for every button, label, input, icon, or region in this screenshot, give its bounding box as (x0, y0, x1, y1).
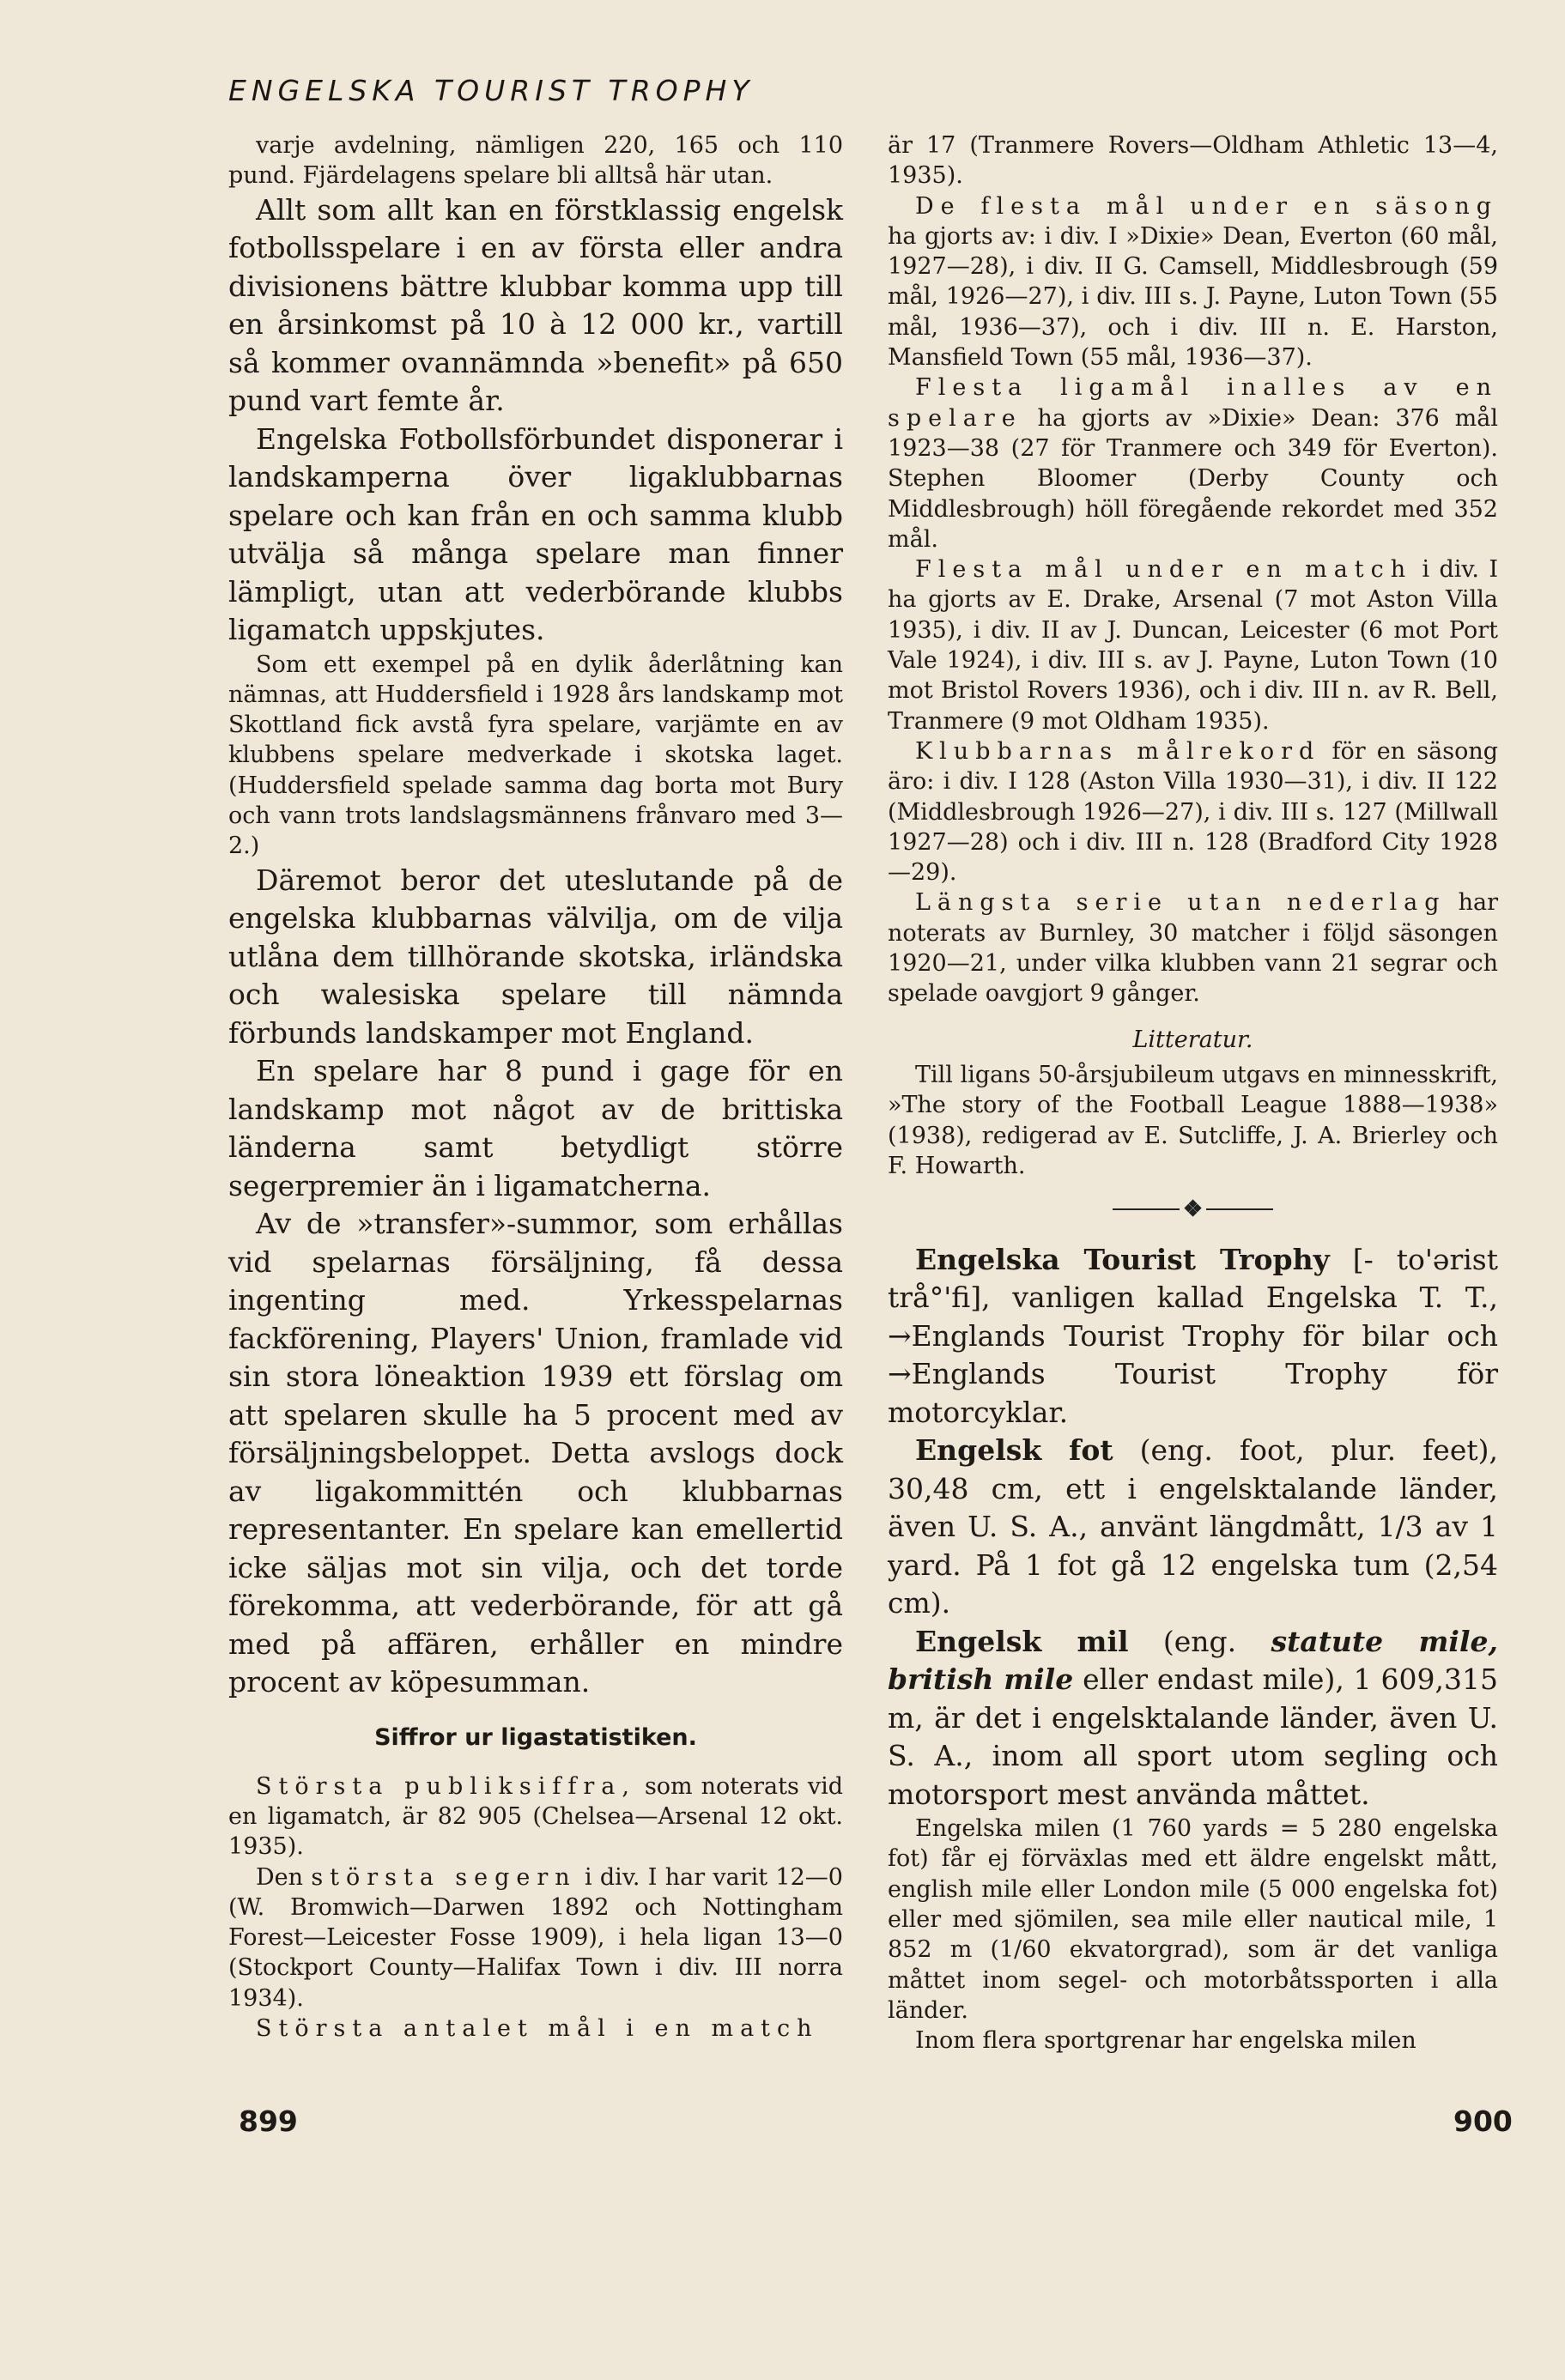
stat-paragraph (228, 2014, 843, 2044)
stat-paragraph: Längsta serie utan nederlag har noterats av Burnley, 30 matcher i följd säsongen 1920—21, under vilka klubben vann 21 segrar och spelade oavgjort 9 gånger. (888, 889, 1498, 1008)
spaced-lead: Längsta serie utan nederlag (915, 889, 1447, 917)
spaced-lead: Flesta mål under en match (915, 556, 1413, 584)
paragraph: Däremot beror det uteslutande på de engelska klubbarnas välvilja, om de vilja utlåna dem tillhörande skotska, irländska och walesiska spelare till nämnda förbunds landskamper mot England. (228, 863, 843, 1050)
paragraph: varje avdelning, nämligen 220, 165 och 110 pund. Fjärdelagens spelare bli alltså här utan. (228, 132, 843, 190)
running-header: ENGELSKA TOURIST TROPHY (228, 74, 755, 107)
stat-paragraph: De flesta mål under en säsong ha gjorts av: i div. I »Dixie» Dean, Everton (60 mål, 1927—28), i div. II G. Camsell, Middlesbrough (59 mål, 1926—27), i div. III s. J. Payne, Luton Town (55 mål, 1936—37), och i div. III n. E. Harston, Mansfield Town (55 mål, 1936—37). (888, 192, 1498, 372)
paragraph: Av de »transfer»-summor, som erhållas vid spelarnas försäljning, få dessa ingenting med. Yrkesspelarnas fackförening, Players' Union, framlade vid sin stora löneaktion 1939 ett förslag om att spelaren skulle ha 5 procent med av försäljningsbeloppet. Detta avslogs dock av ligakommittén och klubbarnas representanter. En spelare kan emellertid icke säljas mot sin vilja, och det torde förekomma, att vederbörande, för att gå med på affären, erhåller en mindre procent av köpesumman. (228, 1207, 843, 1699)
entry-engelsk-mil: Engelsk mil (eng. statute mile, british mile eller endast mile), 1 609,315 m, är det i engelsktalande länder, även U. S. A., inom all sport utom segling och motorsport mest använda måttet. (888, 1624, 1498, 1811)
paragraph: Inom flera sportgrenar har engelska milen (915, 2027, 1416, 2055)
spaced-lead: största segern (311, 1863, 577, 1891)
spaced-lead: De flesta mål under en säsong (915, 192, 1498, 220)
paragraph: Som ett exempel på en dylik åderlåtning kan nämnas, att Huddersfield i 1928 års landskamp mot Skottland fick avstå fyra spelare, varjämte en av klubbens spelare medverkade i skotska laget. (Huddersfield spelade samma dag borta mot Bury och vann trots landslagsmännens frånvaro med 3—2.) (228, 651, 843, 860)
entry-headword: Engelska Tourist Trophy (915, 1242, 1330, 1276)
paragraph: är 17 (Tranmere Rovers—Oldham Athletic 13—4, 1935). (888, 132, 1498, 190)
paragraph: Engelska Fotbollsförbundet disponerar i landskamperna över ligaklubbarnas spelare och kan från en och samma klubb utvälja så många spelare man finner lämpligt, utan att vederbörande klubbs ligamatch uppskjutes. (228, 421, 843, 647)
stat-paragraph: Flesta mål under en match i div. I ha gjorts av E. Drake, Arsenal (7 mot Aston Villa 1935), i div. II av J. Duncan, Leicester (6 mot Port Vale 1924), i div. III s. av J. Payne, Luton Town (10 mot Bristol Rovers 1936), och i div. III n. av R. Bell, Tranmere (9 mot Oldham 1935). (888, 556, 1498, 735)
entry-engelsk-fot: Engelsk fot (eng. foot, plur. feet), 30,48 cm, ett i engelsktalande länder, även U. S. A., använt längdmått, 1/3 av 1 yard. På 1 fot gå 12 engelska tum (2,54 cm). (888, 1433, 1498, 1620)
spaced-lead: Största publiksiffra, (256, 1772, 636, 1800)
entry-engelska-tourist-trophy: Engelska Tourist Trophy [- to'ərist trå°'fi], vanligen kallad Engelska T. T., →Englands Tourist Trophy för bilar och →Englands Tourist Trophy för motorcyklar. (888, 1242, 1498, 1429)
spaced-lead: Klubbarnas målrekord (915, 737, 1321, 765)
literature-heading: Litteratur. (1132, 1026, 1253, 1053)
paragraph: En spelare har 8 pund i gage för en landskamp mot något av de brittiska länderna samt betydligt större segerpremier än i ligamatcherna. (228, 1054, 843, 1202)
page-number-right: 900 (1453, 2104, 1513, 2138)
spaced-lead: Största antalet mål i en match (256, 2015, 819, 2043)
left-column (228, 130, 843, 2044)
paragraph: Engelska milen (1 760 yards = 5 280 engelska fot) får ej förväxlas med ett äldre engelskt mått, english mile eller London mile (5 000 engelska fot) eller med sjömilen, sea mile eller nautical mile, 1 852 m (1/60 ekvatorgrad), som är det vanliga måttet inom segel- och motorbåtssporten i alla länder. (888, 1815, 1498, 2024)
page-number-left: 899 (239, 2104, 298, 2138)
diamond-ornament-icon: ❖ (1182, 1196, 1204, 1222)
stat-paragraph: Största publiksiffra, som noterats vid en ligamatch, är 82 905 (Chelsea—Arsenal 12 okt. 1935). (228, 1772, 843, 1861)
stat-paragraph: Den största segern i div. I har varit 12—0 (W. Bromwich—Darwen 1892 och Nottingham Forest—Leicester Fosse 1909), i hela ligan 13—0 (Stockport County—Halifax Town i div. III norra 1934). (228, 1863, 843, 2012)
stat-paragraph: Klubbarnas målrekord för en säsong äro: i div. I 128 (Aston Villa 1930—31), i div. II 122 (Middlesbrough 1926—27), i div. III s. 127 (Millwall 1927—28) och i div. III n. 128 (Bradford City 1928—29). (888, 737, 1499, 887)
entry-headword: Engelsk fot (915, 1433, 1113, 1468)
literature-text: Till ligans 50-årsjubileum utgavs en minnesskrift, »The story of the Football League 1888—1938» (1938), redigerad av E. Sutcliffe, J. A. Brierley och F. Howarth. (888, 1061, 1498, 1179)
right-column (888, 130, 1498, 2056)
entry-headword: Engelsk mil (915, 1624, 1129, 1658)
spaced-lead: Flesta ligamål inalles av en spelare (888, 374, 1498, 432)
paragraph: Allt som allt kan en förstklassig engelsk fotbollsspelare i en av första eller andra divisionens bättre klubbar komma upp till en årsinkomst på 10 à 12 000 kr., vartill så kommer ovannämnda »benefit» på 650 pund vart femte år. (228, 192, 843, 418)
stat-paragraph: Flesta ligamål inalles av en spelare ha gjorts av »Dixie» Dean: 376 mål 1923—38 (27 för Tranmere och 349 för Everton). Stephen Bloomer (Derby County och Middlesbrough) höll föregående rekordet med 352 mål. (888, 374, 1498, 553)
section-divider (888, 1195, 1498, 1222)
section-subheading: Siffror ur ligastatistiken. (374, 1723, 697, 1751)
